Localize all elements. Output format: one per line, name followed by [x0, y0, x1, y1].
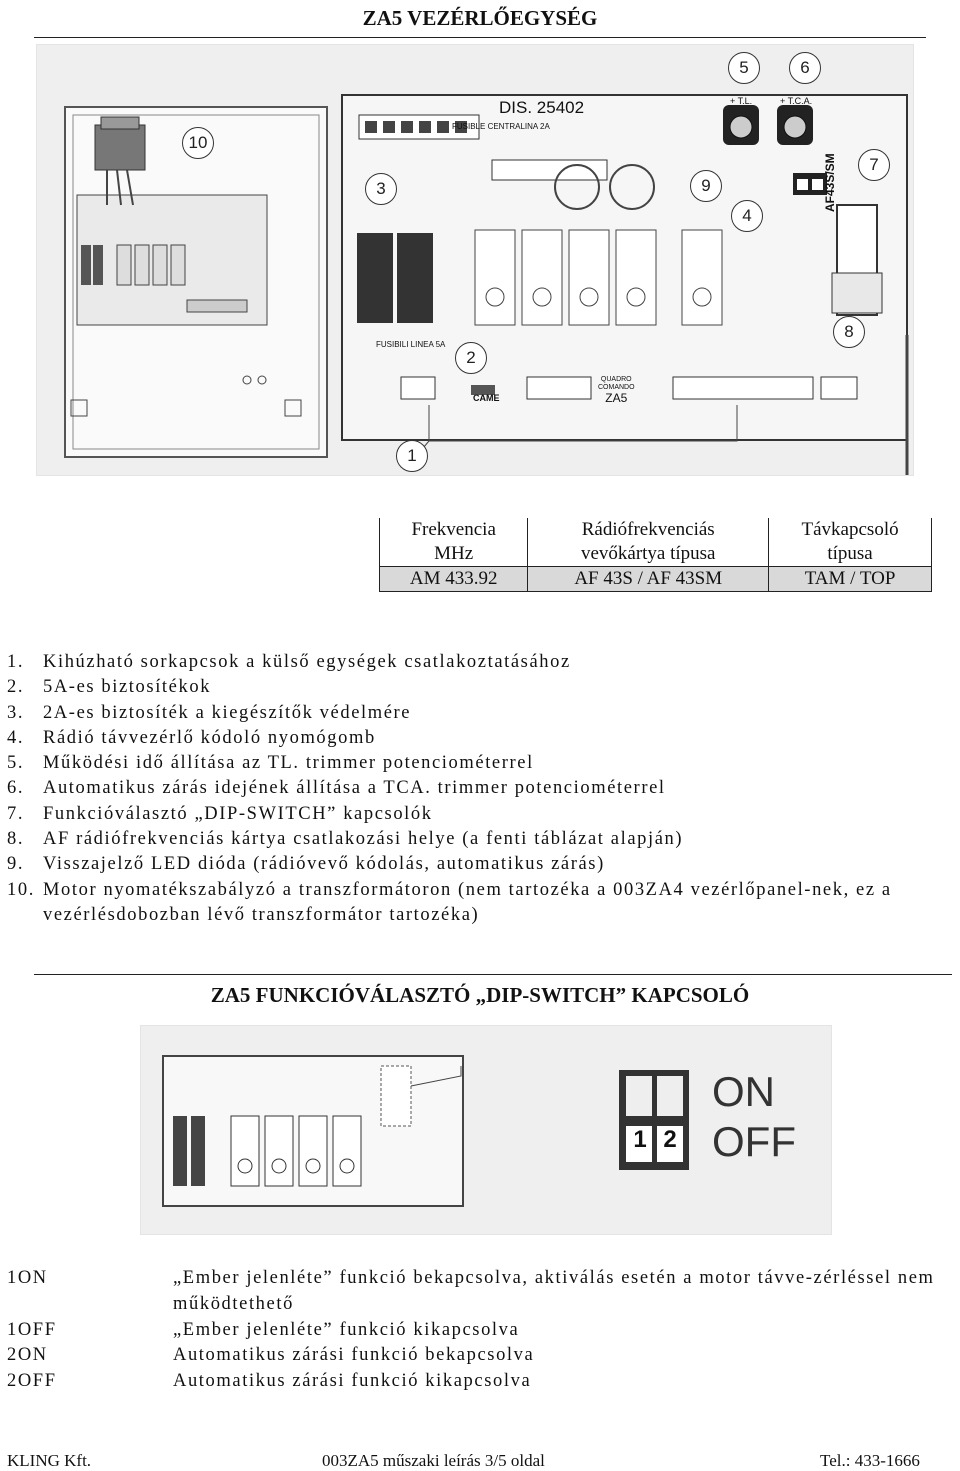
item-text: Kihúzható sorkapcsok a külső egységek csatlakoztatásához [43, 652, 571, 672]
item-number: 7. [7, 803, 25, 824]
fuse-label-bottom: FUSIBILI LINEA 5A [376, 340, 446, 349]
value-frequency: AM 433.92 [380, 567, 528, 592]
item-text: 2A-es biztosíték a kiegészítők védelmére [43, 702, 412, 723]
header-line: vevőkártya típusa [580, 543, 716, 564]
item-number: 1. [7, 652, 25, 672]
item-number: 6. [7, 778, 25, 799]
list-item [7, 1318, 937, 1344]
switch-code: 2OFF [7, 1371, 57, 1392]
value-remote-type: TAM / TOP [769, 567, 932, 592]
callout-1: 1 [396, 440, 428, 472]
header-line: típusa [827, 543, 873, 564]
header-line: Rádiófrekvenciás [581, 519, 715, 540]
board-code-label: DIS. 25402 [499, 98, 585, 117]
on-label: ON [712, 1068, 775, 1115]
list-item [7, 1343, 937, 1369]
header-line: Távkapcsoló [801, 519, 899, 540]
item-number: 9. [7, 854, 25, 875]
section-title: ZA5 FUNKCIÓVÁLASZTÓ „DIP-SWITCH” KAPCSOLÓ [210, 983, 750, 1007]
switch-code: 1OFF [7, 1319, 57, 1340]
item-text: 5A-es biztosítékok [43, 677, 212, 698]
switch-code: 1ON [7, 1268, 48, 1288]
board-photo [36, 44, 914, 476]
list-item [7, 650, 937, 675]
header-frequency [380, 518, 528, 567]
footer-company: KLING Kft. [7, 1451, 92, 1470]
callout-7: 7 [858, 149, 890, 181]
item-text: Motor nyomatékszabályzó a transzformátoron (nem tartozéka a 003ZA4 vezérlőpanel-nek, ez a vezérlésdobozban lévő transzformátor tartozéka) [43, 879, 892, 925]
fuse-label-top: FUSIBLE CENTRALINA 2A [452, 122, 550, 131]
callout-2: 2 [455, 342, 487, 374]
item-text: Automatikus zárás idejének állítása a TCA. trimmer potenciométerrel [43, 778, 666, 799]
item-number: 5. [7, 753, 25, 774]
board-drawing [37, 45, 913, 475]
switch-text: „Ember jelenléte” funkció bekapcsolva, aktiválás esetén a motor távve-zérléssel nem működtethető [173, 1268, 935, 1314]
footer-phone: Tel.: 433-1666 [820, 1451, 920, 1470]
spec-table-values [380, 567, 932, 592]
item-number: 2. [7, 677, 25, 698]
callout-10: 10 [182, 127, 214, 159]
dip-descriptions [7, 1266, 937, 1395]
panel-label-2: COMANDO [598, 384, 635, 391]
switch-number-2: 2 [663, 1126, 677, 1153]
list-item [7, 726, 937, 751]
item-number: 3. [7, 702, 25, 723]
switch-text: Automatikus zárási funkció kikapcsolva [173, 1371, 532, 1392]
header-remote-type [769, 518, 932, 567]
switch-text: Automatikus zárási funkció bekapcsolva [173, 1345, 535, 1366]
panel-label-3: ZA5 [605, 391, 628, 405]
spec-table-header [380, 518, 932, 567]
item-text: Rádió távvezérlő kódoló nyomógomb [43, 727, 376, 748]
list-item [7, 675, 937, 700]
callout-3: 3 [365, 173, 397, 205]
title-rule [34, 37, 926, 38]
panel-label [598, 376, 635, 405]
callout-6: 6 [789, 52, 821, 84]
panel-label-1: QUADRO [600, 376, 632, 383]
item-number: 8. [7, 829, 25, 850]
list-item [7, 878, 937, 929]
item-text: Visszajelző LED dióda (rádióvevő kódolás, automatikus zárás) [43, 854, 605, 875]
list-item [7, 827, 937, 852]
section-rule [34, 974, 952, 975]
list-item [7, 776, 937, 801]
spec-table [379, 518, 932, 592]
component-legend [7, 650, 937, 928]
callout-9: 9 [690, 170, 722, 202]
callout-5: 5 [728, 52, 760, 84]
item-number: 4. [7, 727, 25, 748]
list-item [7, 852, 937, 877]
item-text: Funkcióválasztó „DIP-SWITCH” kapcsolók [43, 803, 433, 824]
header-receiver-card [528, 518, 769, 567]
list-item [7, 802, 937, 827]
footer-document: 003ZA5 műszaki leírás 3/5 oldal [322, 1451, 545, 1470]
list-item [7, 701, 937, 726]
list-item [7, 1266, 937, 1318]
item-number: 10. [7, 879, 35, 900]
item-text: Működési idő állítása az TL. trimmer potenciométerrel [43, 753, 534, 774]
callout-8: 8 [833, 316, 865, 348]
switch-number-1: 1 [633, 1126, 647, 1153]
page-title: ZA5 VEZÉRLŐEGYSÉG [362, 6, 598, 30]
value-receiver-card: AF 43S / AF 43SM [528, 567, 769, 592]
callout-4: 4 [731, 200, 763, 232]
list-item [7, 751, 937, 776]
header-line: Frekvencia [411, 519, 496, 540]
tl-label: + T.L. [730, 96, 753, 106]
header-line: MHz [434, 543, 474, 564]
off-label: OFF [712, 1118, 796, 1165]
brand-label: CAME [473, 393, 500, 403]
module-label: AF43S/SM [823, 153, 837, 212]
item-text: AF rádiófrekvenciás kártya csatlakozási helye (a fenti táblázat alapján) [43, 829, 684, 850]
switch-code: 2ON [7, 1345, 48, 1366]
list-item [7, 1369, 937, 1395]
tca-label: + T.C.A. [780, 96, 813, 106]
switch-text: „Ember jelenléte” funkció kikapcsolva [173, 1319, 520, 1340]
